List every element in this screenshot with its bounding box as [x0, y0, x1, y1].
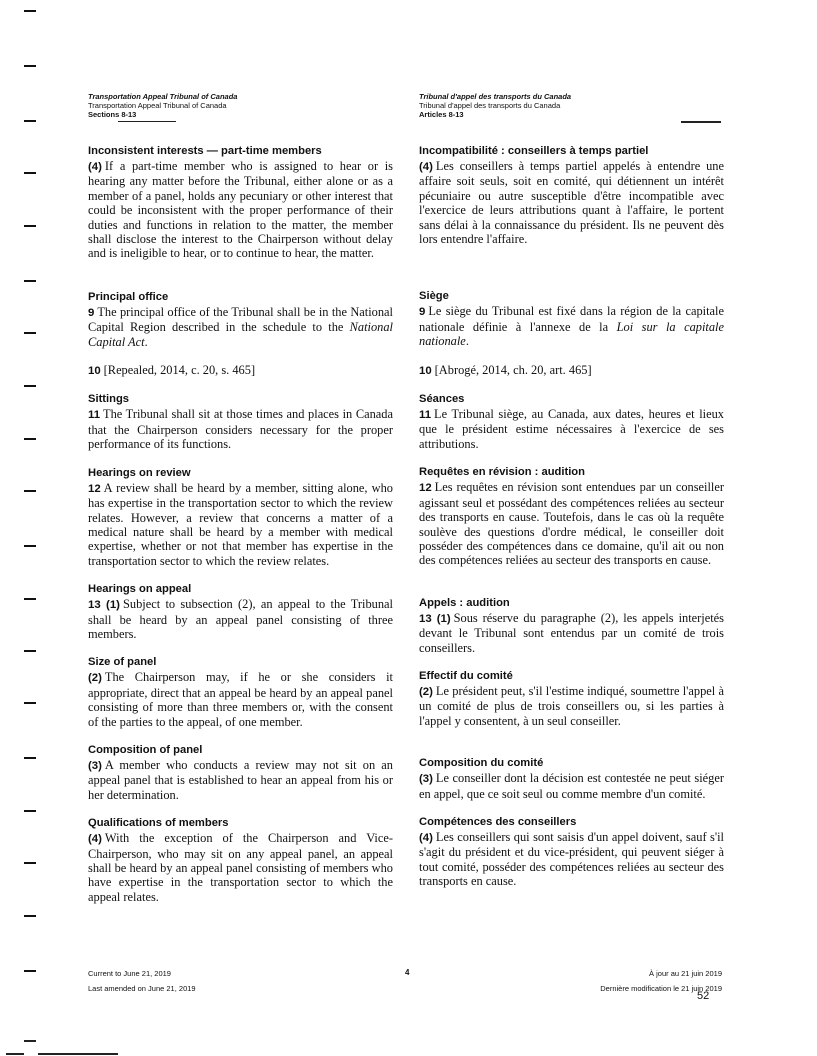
header-title-italic: Transportation Appeal Tribunal of Canada: [88, 92, 238, 101]
article-9: [419, 289, 724, 348]
provision-number: (4): [419, 831, 433, 844]
marginal-heading: Principal office: [88, 290, 169, 303]
act-title: National Capital Act: [88, 320, 393, 349]
provision-text: 12 A review shall be heard by a member, sitting alone, who has expertise in the transportation sector to which the review relates. However, a review that concerns a matter of a medical nature shall be heard by a member with medical expertise, whether or not that member has expertise in the transportation sector to which the review relates.: [88, 480, 393, 568]
margin-mark: [24, 810, 36, 812]
page-number: 4: [405, 968, 410, 977]
margin-mark: [24, 650, 36, 652]
marginal-heading: Sittings: [88, 393, 130, 406]
section-13-4: [88, 816, 393, 904]
marginal-heading: Qualifications of members: [88, 817, 229, 830]
margin-mark: [24, 598, 36, 600]
margin-mark: [24, 438, 36, 440]
section-11: [88, 392, 393, 451]
handwritten-page-stamp: 52: [697, 990, 710, 1002]
running-header-french: [419, 92, 571, 119]
provision-text: (4) With the exception of the Chairperson and Vice-Chairperson, who may sit on any appeal panel, an appeal shall be heard by an appeal panel consisting of members who have expertise in the transportation sector to which the appeal relates.: [88, 831, 393, 904]
article-10: [419, 363, 724, 378]
footer-current-to: Current to June 21, 2019: [88, 969, 171, 978]
provision-text: 11 The Tribunal shall sit at those times and places in Canada that the Chairperson considers necessary for the proper performance of its functions.: [88, 407, 393, 452]
marginal-heading: Compétences des conseillers: [419, 815, 577, 828]
section-10: [88, 363, 393, 378]
footer-a-jour: À jour au 21 juin 2019: [649, 969, 722, 978]
marginal-heading: Hearings on appeal: [88, 583, 192, 596]
marginal-heading: Appels : audition: [419, 596, 510, 609]
margin-mark: [24, 915, 36, 917]
marginal-heading: Incompatibilité : conseillers à temps partiel: [419, 145, 649, 157]
article-13-2: [419, 669, 724, 728]
provision-number: 12: [419, 482, 432, 495]
marginal-heading: Hearings on review: [88, 466, 191, 479]
header-title: Tribunal d'appel des transports du Canada: [419, 101, 561, 110]
provision-text: (4) Les conseillers qui sont saisis d'un appel doivent, sauf s'il s'agit du président et du vice-président, qui peuvent siéger à tout comité, posséder des compétences reliées au secteur des transports en cause.: [419, 829, 724, 889]
english-column: [88, 144, 393, 918]
header-rule: [681, 121, 721, 123]
article-13-4: [419, 815, 724, 889]
provision-number: 10: [88, 365, 101, 378]
header-title: Transportation Appeal Tribunal of Canada: [88, 101, 227, 110]
provision-text: 13 (1) Subject to subsection (2), an appeal to the Tribunal shall be heard by an appeal panel consisting of three members.: [88, 597, 393, 641]
french-column: [419, 144, 724, 903]
marginal-heading: Inconsistent interests — part-time members: [88, 145, 322, 157]
header-sections: Articles 8-13: [419, 110, 464, 119]
marginal-heading: Requêtes en révision : audition: [419, 466, 585, 479]
provision-text: (3) Le conseiller dont la décision est contestée ne peut siéger en appel, que ce soit seul ou comme membre d'un comité.: [419, 771, 724, 801]
section-9: [88, 290, 393, 349]
provision-text: (2) The Chairperson may, if he or she considers it appropriate, direct that an appeal be heard by an appeal panel consisting of more than three members or, with the consent of the parties to the appeal, of one member.: [88, 670, 393, 729]
provision-number: (2): [88, 672, 102, 685]
margin-mark: [24, 385, 36, 387]
provision-text: 12 Les requêtes en révision sont entendues par un conseiller agissant seul et possédant des compétences reliées au secteur des transports en cause. Toutefois, dans le cas où la requête soulève des questions d'ordre médical, le conseiller doit posséder des compétences dans ce domaine, qu'il ait ou non des compétences reliées au secteur des transports en cause.: [419, 480, 724, 568]
article-12: [419, 465, 724, 567]
article-4: [419, 144, 724, 246]
provision-number: 13 (1): [88, 599, 120, 612]
margin-mark: [24, 225, 36, 227]
margin-mark: [24, 970, 36, 972]
margin-mark: [24, 65, 36, 67]
provision-number: (4): [88, 833, 102, 846]
margin-mark: [24, 332, 36, 334]
provision-text: (4) Les conseillers à temps partiel appelés à entendre une affaire soit seuls, soit en comité, qui détiennent un intérêt pécuniaire ou autre susceptible d'être incompatible avec l'exercice de leurs attributions quant à l'affaire, le portent sans délai à la connaissance du président. Ils ne peuvent dès lors entendre l'affaire.: [419, 159, 724, 247]
provision-number: 9: [88, 306, 95, 319]
margin-mark: [24, 10, 36, 12]
provision-text: (4) If a part-time member who is assigned to hear or is hearing any matter before the Tribunal, either alone or as a member of a panel, holds any pecuniary or other interest that could be inconsistent with the proper performance of their duties and functions in relation to the matter, the member shall disclose the interest to the Chairperson without delay and is ineligible to hear, or to continue to hear, the matter.: [88, 159, 393, 261]
header-sections: Sections 8-13: [88, 110, 137, 119]
provision-text: (2) Le président peut, s'il l'estime indiqué, soumettre l'appel à un comité de plus de trois conseillers ou, si les parties à l'appel y consentent, à un seul conseiller.: [419, 683, 724, 728]
margin-mark: [24, 862, 36, 864]
margin-mark: [24, 702, 36, 704]
provision-number: 13 (1): [419, 612, 451, 625]
provision-text: 11 Le Tribunal siège, au Canada, aux dates, heures et lieux que le président estime nécessaires à l'exercice de ses attributions.: [419, 407, 724, 451]
scan-artifact: [6, 1053, 24, 1055]
provision-text: 10 [Abrogé, 2014, ch. 20, art. 465]: [419, 362, 592, 377]
provision-number: (4): [88, 161, 102, 173]
marginal-heading: Size of panel: [88, 656, 157, 669]
provision-number: (3): [88, 759, 102, 772]
header-rule: [118, 121, 176, 122]
provision-text: 9 The principal office of the Tribunal shall be in the National Capital Region described in the schedule to the National Capital Act.: [88, 304, 393, 349]
marginal-heading: Composition of panel: [88, 743, 203, 756]
section-12: [88, 466, 393, 568]
footer-last-amended: Last amended on June 21, 2019: [88, 984, 196, 993]
header-title-italic: Tribunal d'appel des transports du Canada: [419, 92, 572, 101]
provision-text: 10 [Repealed, 2014, c. 20, s. 465]: [88, 363, 256, 378]
margin-mark: [24, 280, 36, 282]
provision-number: (2): [419, 685, 433, 698]
article-13-3: [419, 756, 724, 801]
marginal-heading: Composition du comité: [419, 757, 544, 770]
provision-number: 11: [419, 409, 432, 422]
scan-artifact: [24, 1040, 36, 1042]
section-13-2: [88, 655, 393, 729]
provision-text: (3) A member who conducts a review may not sit on an appeal panel that is established to hear an appeal from his or her determination.: [88, 757, 393, 802]
scan-artifact: [38, 1053, 118, 1055]
provision-text: 9 Le siège du Tribunal est fixé dans la région de la capitale nationale définie à l'annexe de la Loi sur la capitale nationale.: [419, 304, 724, 349]
marginal-heading: Effectif du comité: [419, 669, 513, 682]
provision-number: 10: [419, 364, 432, 377]
margin-mark: [24, 490, 36, 492]
provision-number: (3): [419, 773, 433, 786]
footer-derniere-modification: Dernière modification le 21 juin 2019: [600, 984, 722, 993]
margin-mark: [24, 757, 36, 759]
margin-mark: [24, 545, 36, 547]
marginal-heading: Siège: [419, 290, 449, 303]
provision-text: 13 (1) Sous réserve du paragraphe (2), les appels interjetés devant le Tribunal sont entendus par un comité de trois conseillers.: [419, 610, 724, 655]
section-13-3: [88, 743, 393, 802]
margin-mark: [24, 172, 36, 174]
article-11: [419, 392, 724, 451]
act-title: Loi sur la capitale nationale: [419, 319, 724, 349]
running-header-english: [88, 92, 237, 119]
provision-number: 12: [88, 482, 101, 495]
article-13-1: [419, 596, 724, 655]
marginal-heading: Séances: [419, 393, 465, 406]
provision-number: 9: [419, 306, 426, 319]
section-4: [88, 144, 393, 261]
provision-number: 11: [88, 409, 101, 422]
provision-number: (4): [419, 161, 433, 173]
margin-mark: [24, 120, 36, 122]
section-13-1: [88, 582, 393, 641]
